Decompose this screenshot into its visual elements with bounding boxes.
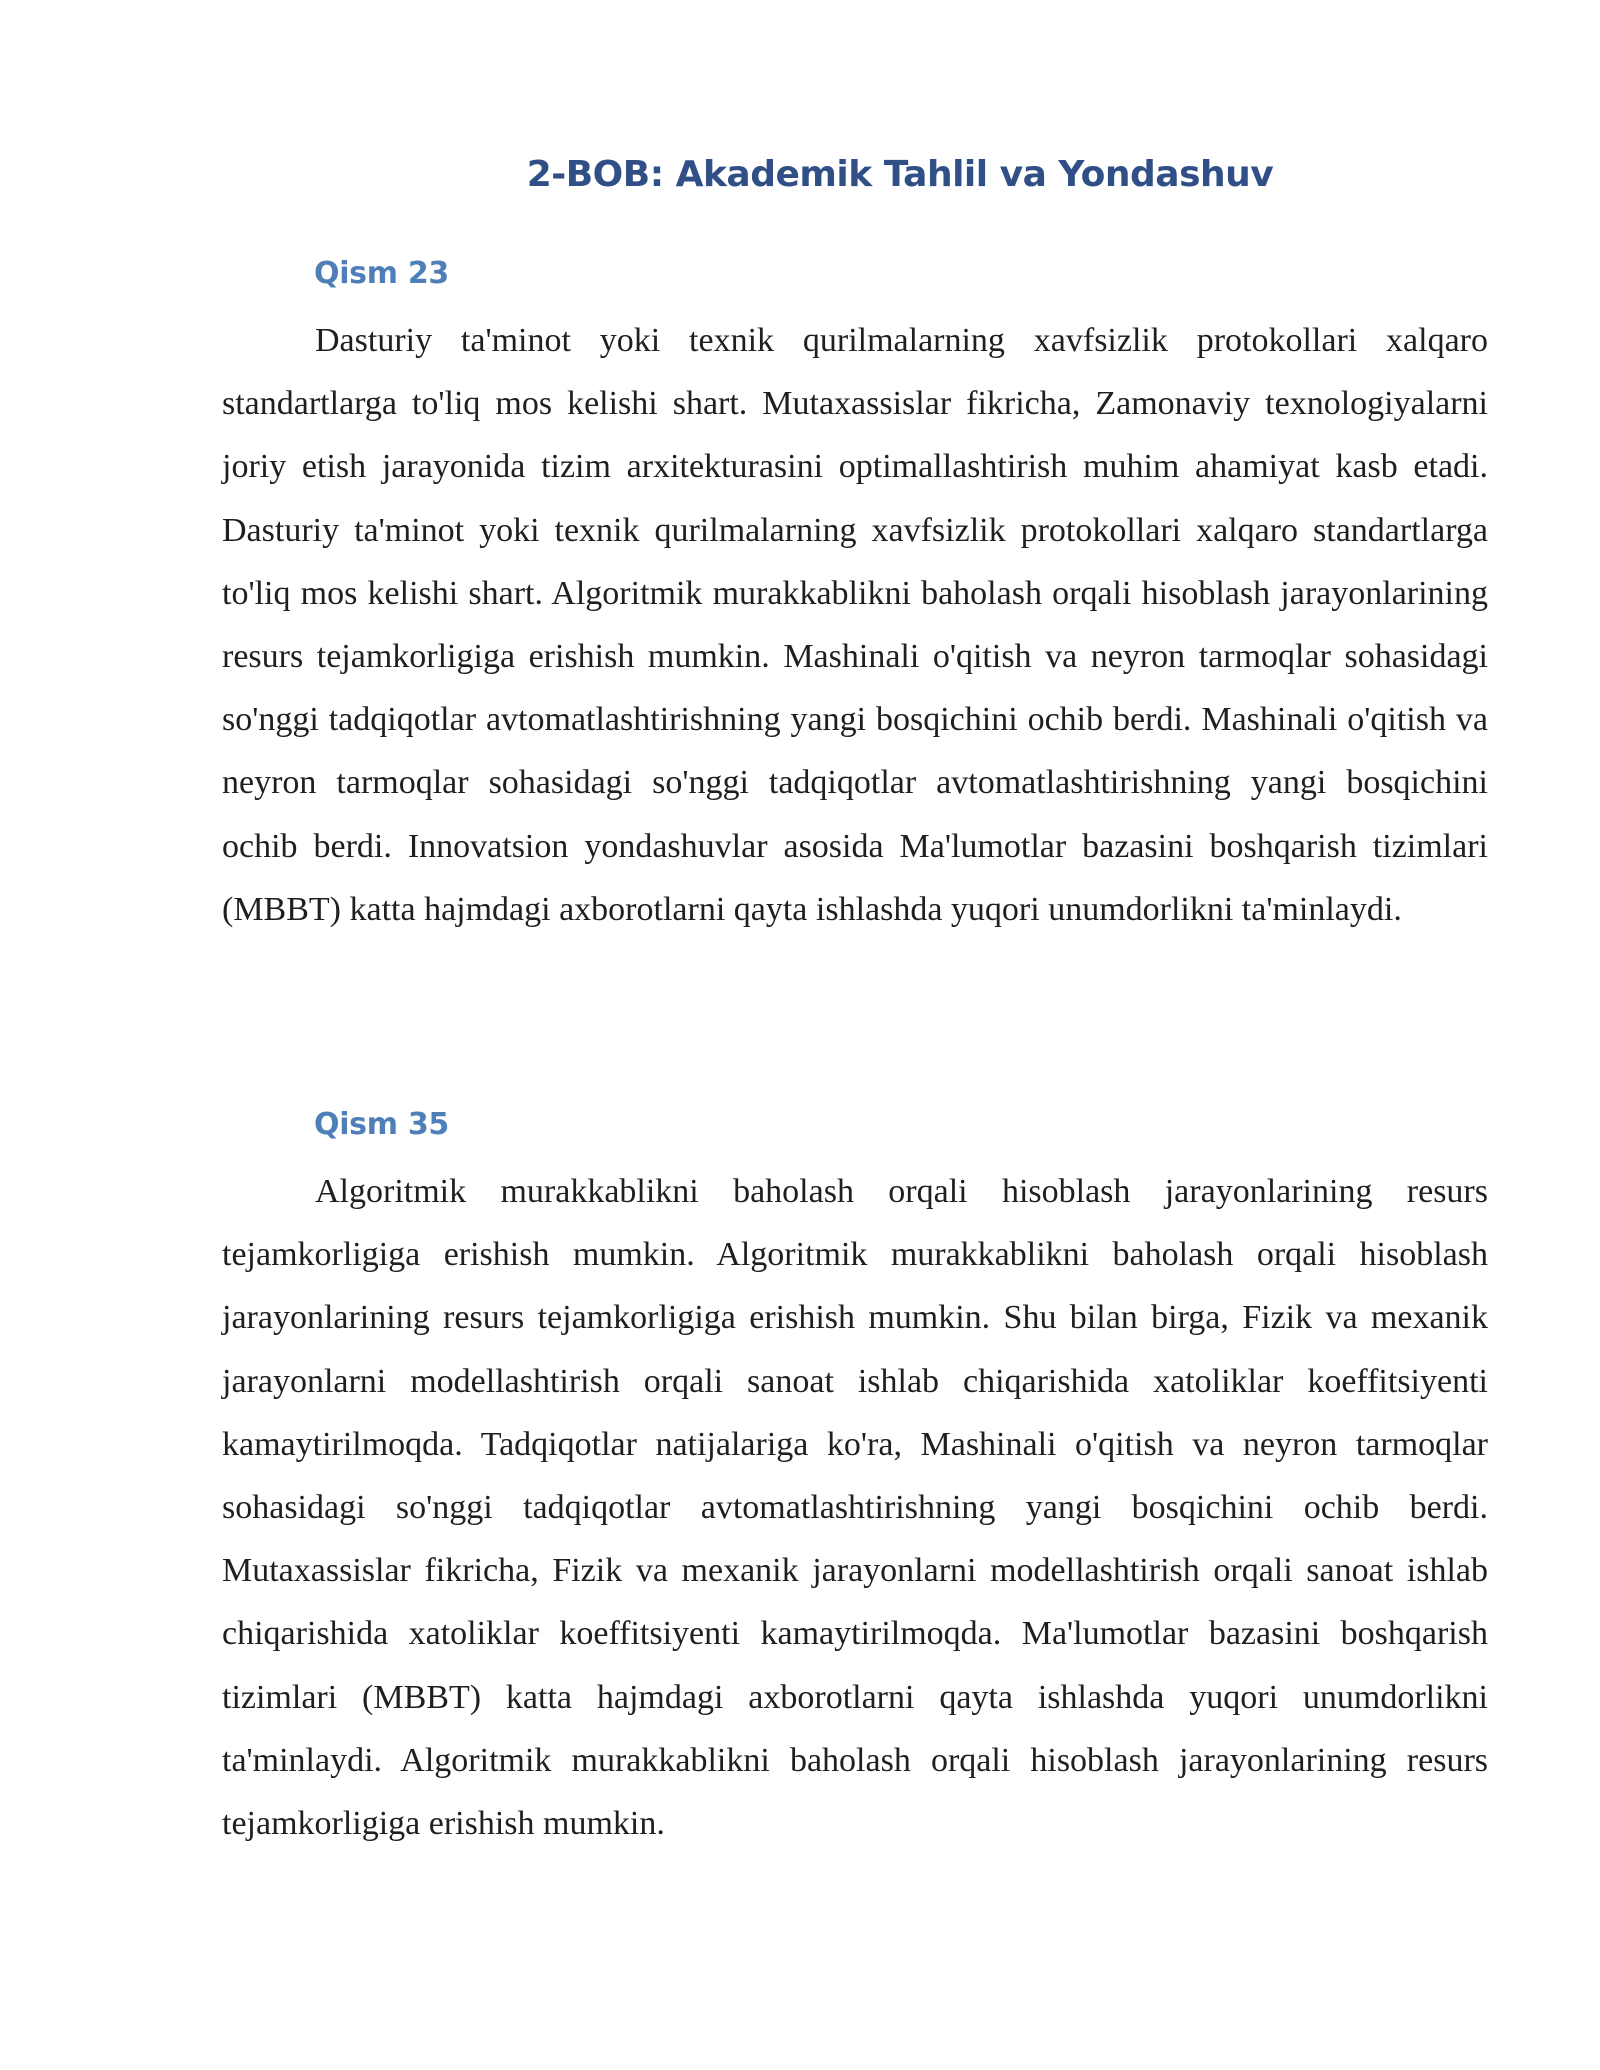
section-heading: Qism 23 bbox=[314, 256, 449, 291]
section-heading: Qism 35 bbox=[314, 1107, 449, 1142]
section-paragraph: Dasturiy ta'minot yoki texnik qurilmalarning xavfsizlik protokollari xalqaro standartlarga to'liq mos kelishi shart. Mutaxassislar fikricha, Zamonaviy texnologiyalarni joriy etish jarayonida tizim arxitekturasini optimallashtirish muhim ahamiyat kasb etadi. Dasturiy ta'minot yoki texnik qurilmalarning xavfsizlik protokollari xalqaro standartlarga to'liq mos kelishi shart. Algoritmik murakkablikni baholash orqali hisoblash jarayonlarining resurs tejamkorligiga erishish mumkin. Mashinali o'qitish va neyron tarmoqlar sohasidagi so'nggi tadqiqotlar avtomatlashtirishning yangi bosqichini ochib berdi. Mashinali o'qitish va neyron tarmoqlar sohasidagi so'nggi tadqiqotlar avtomatlashtirishning yangi bosqichini ochib berdi. Innovatsion yondashuvlar asosida Ma'lumotlar bazasini boshqarish tizimlari (MBBT) katta hajmdagi axborotlarni qayta ishlashda yuqori unumdorlikni ta'minlaydi. bbox=[222, 322, 1488, 928]
chapter-title: 2-BOB: Akademik Tahlil va Yondashuv bbox=[526, 154, 1274, 195]
section-paragraph: Algoritmik murakkablikni baholash orqali hisoblash jarayonlarining resurs tejamkorligiga erishish mumkin. Algoritmik murakkablikni baholash orqali hisoblash jarayonlarining resurs tejamkorligiga erishish mumkin. Shu bilan birga, Fizik va mexanik jarayonlarni modellashtirish orqali sanoat ishlab chiqarishida xatoliklar koeffitsiyenti kamaytirilmoqda. Tadqiqotlar natijalariga ko'ra, Mashinali o'qitish va neyron tarmoqlar sohasidagi so'nggi tadqiqotlar avtomatlashtirishning yangi bosqichini ochib berdi. Mutaxassislar fikricha, Fizik va mexanik jarayonlarni modellashtirish orqali sanoat ishlab chiqarishida xatoliklar koeffitsiyenti kamaytirilmoqda. Ma'lumotlar bazasini boshqarish tizimlari (MBBT) katta hajmdagi axborotlarni qayta ishlashda yuqori unumdorlikni ta'minlaydi. Algoritmik murakkablikni baholash orqali hisoblash jarayonlarining resurs tejamkorligiga erishish mumkin. bbox=[222, 1173, 1488, 1843]
